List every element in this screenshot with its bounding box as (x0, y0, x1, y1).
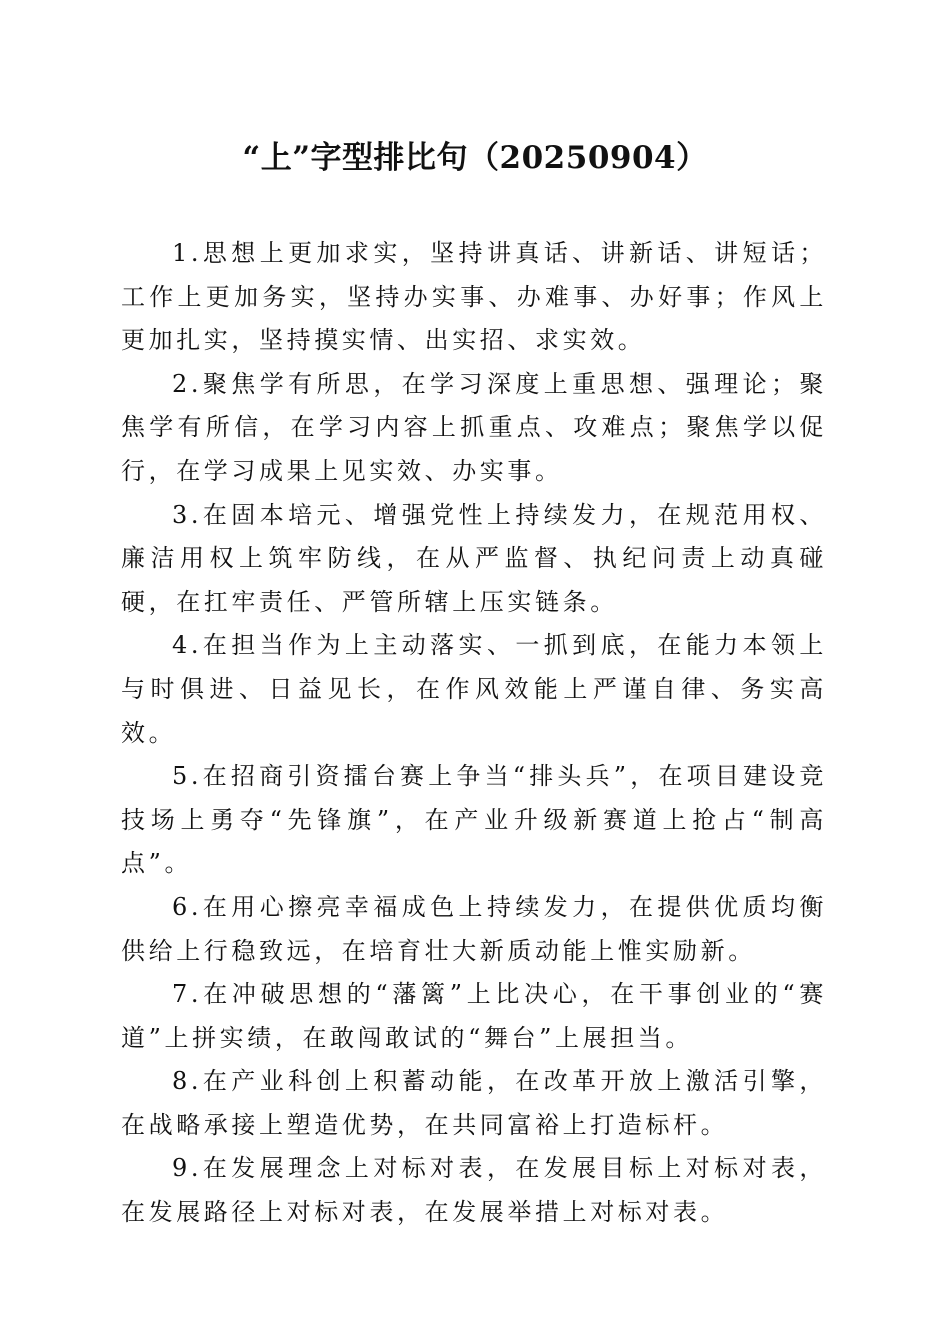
document-title: “上”字型排比句（20250904） (242, 140, 708, 176)
document-body (121, 232, 827, 1235)
paragraph-5: 5.在招商引资擂台赛上争当“排头兵”，在项目建设竞技场上勇夺“先锋旗”，在产业升级新赛道上抢占“制高点”。 (121, 762, 827, 878)
paragraph-6: 6.在用心擦亮幸福成色上持续发力，在提供优质均衡供给上行稳致远，在培育壮大新质动能上惟实励新。 (121, 892, 827, 965)
paragraph-1: 1.思想上更加求实，坚持讲真话、讲新话、讲短话；工作上更加务实，坚持办实事、办难事、办好事；作风上更加扎实，坚持摸实情、出实招、求实效。 (121, 239, 827, 355)
paragraph-9: 9.在发展理念上对标对表，在发展目标上对标对表，在发展路径上对标对表，在发展举措上对标对表。 (121, 1154, 827, 1227)
paragraph-3: 3.在固本培元、增强党性上持续发力，在规范用权、廉洁用权上筑牢防线，在从严监督、执纪问责上动真碰硬，在扛牢责任、严管所辖上压实链条。 (121, 500, 827, 616)
paragraph-4: 4.在担当作为上主动落实、一抓到底，在能力本领上与时俱进、日益见长，在作风效能上严谨自律、务实高效。 (121, 631, 827, 747)
paragraph-2: 2.聚焦学有所思，在学习深度上重思想、强理论；聚焦学有所信，在学习内容上抓重点、攻难点；聚焦学以促行，在学习成果上见实效、办实事。 (121, 369, 827, 485)
paragraph-8: 8.在产业科创上积蓄动能，在改革开放上激活引擎，在战略承接上塑造优势，在共同富裕上打造标杆。 (121, 1067, 827, 1139)
paragraph-7: 7.在冲破思想的“藩篱”上比决心，在干事创业的“赛道”上拼实绩，在敢闯敢试的“舞台”上展担当。 (121, 980, 827, 1052)
